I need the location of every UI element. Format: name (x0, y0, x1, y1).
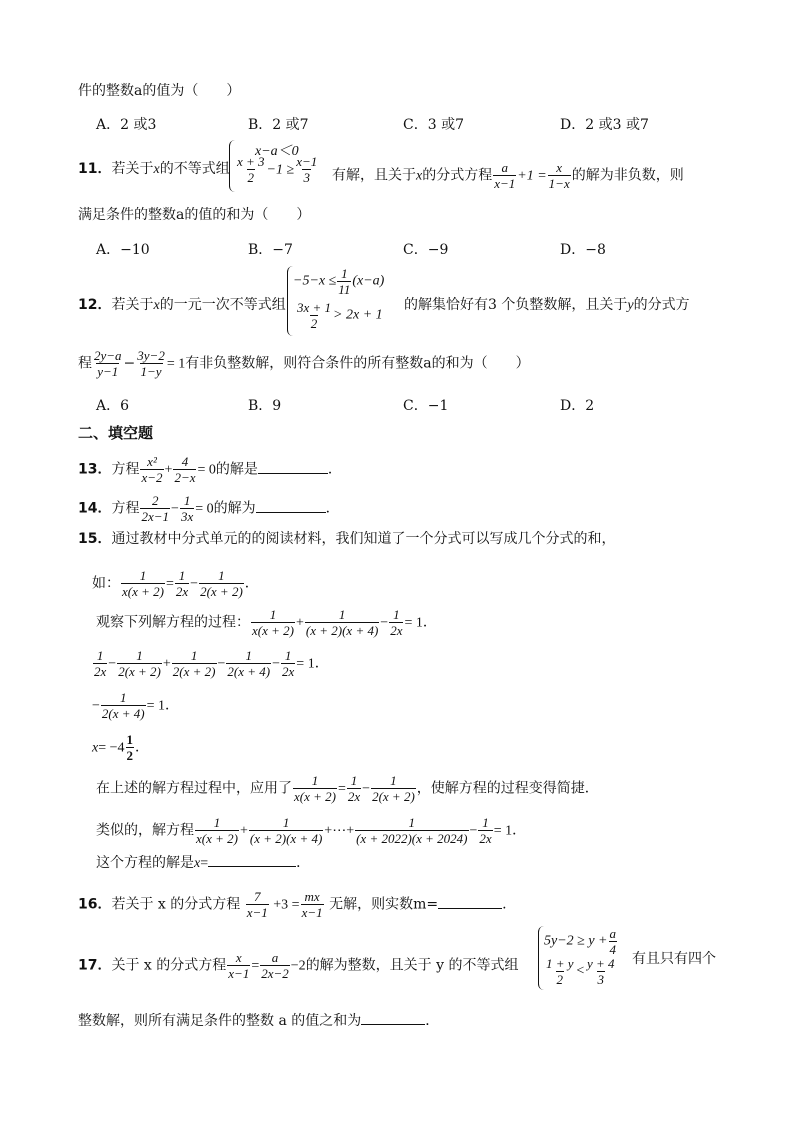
q15-sol-eq: = −4 (98, 740, 125, 756)
q15-ob-eq1: = 1 (404, 615, 423, 631)
q11-eq-mid: +1 = (517, 168, 547, 184)
q12-text1: 的一元一次不等式组 (159, 297, 286, 313)
q15-answer (96, 852, 310, 873)
q13-eq: = 0 (197, 462, 216, 478)
q11-text3: 的分式方程 (422, 167, 493, 184)
q15-ans-lead: 这个方程的解是 (96, 855, 194, 871)
q15-observe-lead: 观察下列解方程的过程： (96, 614, 250, 631)
q12-line2-lead: 程 (78, 355, 92, 372)
q15-si-frac-2: $\frac{1}{(x + 2)(x + 4)}$ (249, 815, 323, 846)
q11-option-c[interactable]: C．−9 (403, 242, 449, 258)
q17-answer-blank[interactable] (361, 1010, 425, 1025)
q14-tail: 的解为 (213, 500, 256, 517)
q10-option-a[interactable]: A．2 或3 (96, 117, 157, 133)
q12-option-b[interactable]: B．9 (248, 398, 282, 414)
q15-ap-eq: = (337, 781, 346, 797)
q12-r2b: > 2x + 1 (333, 307, 383, 323)
q15-ex-eq: = (165, 576, 174, 592)
q15-si-dots: +⋯+ (324, 823, 355, 839)
q14-line (78, 493, 340, 524)
q15-similar-lead: 类似的，解方程 (96, 822, 194, 839)
q12-eq1: = 1 (166, 356, 186, 372)
q13-frac-1: $\frac{\text{x²}}{x-2}$ (141, 454, 163, 485)
q15-example-lead: 如： (92, 575, 120, 592)
q17-r2-frac-c: $\frac{y + 4}{3}$ (587, 956, 615, 987)
q15-st-frac-4: $\frac{1}{2(x + 4)}$ (227, 648, 271, 679)
q15-ex-frac-1: $\frac{1}{x(x + 2)}$ (122, 568, 164, 599)
q15-text: 通过教材中分式单元的的阅读材料，我们知道了一个分式可以写成几个分式的和， (111, 531, 616, 547)
q12-lead: 若关于 (111, 297, 154, 313)
q15-sol-x: x (92, 740, 99, 756)
q12-inequality-system (287, 266, 405, 336)
q12-line1 (78, 296, 286, 315)
q12-ineq-2 (295, 300, 383, 331)
q15-step-expand (92, 648, 329, 679)
q15-ob-frac-2: $\frac{1}{(x + 2)(x + 4)}$ (305, 607, 379, 638)
q15-st-frac-3: $\frac{1}{2(x + 2)}$ (172, 648, 216, 679)
q17-lead: 关于 x 的分式方程 (111, 957, 227, 974)
q17-r2b: < (575, 963, 585, 979)
q15-ex-minus: − (190, 576, 199, 592)
q15-ob-frac-3: $\frac{1}{2x}$ (390, 607, 403, 638)
q15-ob-plus: + (295, 615, 304, 631)
q16-lead: 若关于 x 的分式方程 (111, 896, 245, 913)
q15-ap-frac-1: $\frac{1}{x(x + 2)}$ (294, 773, 336, 804)
q13-frac-2: $\frac{4}{2-x}$ (174, 454, 196, 485)
q10-option-c[interactable]: C．3 或7 (403, 117, 464, 133)
q11-option-b[interactable]: B．−7 (248, 242, 293, 258)
q16-frac-1: $\frac{7}{x-1}$ (246, 889, 268, 920)
q14-number: 14． (78, 500, 112, 517)
q10-tail: 件的整数a的值为（ ） (78, 83, 241, 99)
q13-line (78, 454, 342, 485)
q12-frac-1: $\frac{2y-a}{y-1}$ (94, 348, 122, 379)
q12-option-a[interactable]: A．6 (96, 398, 130, 414)
q12-ineq-1 (293, 266, 384, 297)
q10-option-b[interactable]: B．2 或7 (248, 117, 309, 133)
q15-st-eq1: = 1 (296, 656, 315, 672)
q15-ob-frac-1: $\frac{1}{x(x + 2)}$ (252, 607, 294, 638)
q11-eq-frac-b: $\frac{x}{1-x}$ (548, 160, 570, 191)
q11-text2: 有解，且关于 (332, 167, 416, 184)
q16-line (78, 889, 507, 920)
q15-apply (96, 773, 599, 804)
q11-inequality-system (229, 140, 339, 192)
q15-ob-dot: ． (422, 614, 437, 631)
q13-answer-blank[interactable] (258, 459, 328, 474)
q13-tail: 的解是 (215, 461, 258, 478)
q17-line2-text: 整数解，则所有满足条件的整数 a 的值之和为 (78, 1013, 362, 1029)
q12-r2-frac: $\frac{3x + 1}{2}$ (297, 300, 332, 331)
q13-number: 13． (78, 461, 112, 478)
q11-option-a[interactable]: A．−10 (96, 242, 150, 258)
q12-frac-2: $\frac{3y-2}{1-y}$ (137, 348, 165, 379)
q15-intro (78, 530, 615, 548)
q15-step-solution (92, 732, 149, 763)
q13-plus: + (164, 462, 173, 478)
q11-ineq-2 (235, 154, 319, 185)
q16-mid: +3 = (269, 897, 300, 913)
q12-r1c: (x−a) (352, 273, 385, 289)
q15-si-plus: + (239, 823, 248, 839)
q15-ans-eq: = (200, 856, 209, 871)
q14-end: ． (325, 500, 340, 517)
q15-st-frac-1: $\frac{1}{2x}$ (94, 648, 107, 679)
q15-ap-frac-2: $\frac{1}{2x}$ (347, 773, 361, 804)
q14-minus: − (171, 501, 179, 517)
q11-eq-frac-a: $\frac{a}{x-1}$ (494, 160, 516, 191)
q12-r1a: −5−x ≤ (293, 273, 337, 289)
q15-ob-minus: − (380, 615, 389, 631)
q12-var-x: x (153, 298, 160, 313)
q17-frac-1: $\frac{x}{x-1}$ (228, 950, 250, 981)
q15-st-minus-2: − (217, 656, 226, 672)
q15-st-minus-3: − (272, 656, 281, 672)
q17-line1 (78, 950, 519, 981)
q15-st-dot: ． (314, 655, 329, 672)
q16-frac-2: $\frac{mx}{x-1}$ (301, 889, 323, 920)
q16-tail: 无解，则实数m= (324, 896, 439, 913)
q15-si-frac-1: $\frac{1}{x(x + 2)}$ (196, 815, 238, 846)
q15-step-simplify (92, 690, 179, 721)
q15-sim-frac: $\frac{1}{2(x + 4)}$ (101, 690, 145, 721)
q15-si-frac-3: $\frac{1}{(x + 2022)(x + 2024)}$ (356, 815, 468, 846)
q11-line1-cont (332, 160, 684, 191)
q11-lead: 若关于 (111, 161, 154, 177)
q17-frac-2: $\frac{a}{2x-2}$ (261, 950, 289, 981)
q15-apply-tail: ，使解方程的过程变得简捷． (416, 780, 599, 797)
q15-number: 15． (78, 531, 112, 547)
q15-ex-frac-3: $\frac{1}{2(x + 2)}$ (200, 568, 243, 599)
q16-end: . (502, 896, 507, 913)
q15-st-frac-2: $\frac{1}{2(x + 2)}$ (118, 648, 161, 679)
q12-line2 (78, 348, 530, 379)
q15-st-frac-5: $\frac{1}{2x}$ (282, 648, 295, 679)
q12-option-c[interactable]: C．−1 (403, 398, 449, 414)
q17-line2 (78, 1010, 439, 1030)
q11-option-d[interactable]: D．−8 (560, 242, 606, 258)
q15-ap-frac-3: $\frac{1}{2(x + 2)}$ (372, 773, 415, 804)
q15-sol-half: $\frac{1}{2}$ (126, 732, 134, 763)
q11-number: 11． (78, 161, 112, 177)
q15-st-plus: + (162, 656, 171, 672)
q11-text1: 的不等式组 (159, 161, 230, 177)
q14-answer-blank[interactable] (256, 498, 326, 513)
q17-frac2-tail: −2 (290, 958, 306, 974)
q11-line1 (78, 160, 230, 179)
q15-ex-frac-2: $\frac{1}{2x}$ (175, 568, 189, 599)
q12-minus: − (123, 355, 136, 372)
q11-ineq2-frac-a: $\frac{x + 3}{2}$ (237, 154, 265, 185)
q17-r1a: 5y−2 ≥ y + (544, 933, 608, 949)
q15-ans-x: x (194, 856, 201, 871)
q11-ineq2-frac-c: $\frac{x-1}{3}$ (296, 154, 318, 185)
q13-lead: 方程 (111, 461, 140, 478)
q10-option-d[interactable]: D．2 或3 或7 (560, 117, 649, 133)
q11-ineq2-mid: −1 ≥ (266, 162, 295, 178)
q17-number: 17． (78, 957, 112, 974)
q11-var-x: x (153, 162, 160, 177)
q15-sim-dot: ． (165, 697, 180, 714)
q15-ex-dot: ． (244, 575, 259, 592)
section-title-fill-in: 二、填空题 (78, 424, 154, 442)
q13-end: ． (327, 461, 342, 478)
q15-sim-eq1: = 1 (146, 698, 166, 714)
q14-lead: 方程 (111, 500, 140, 517)
q15-apply-lead: 在上述的解方程过程中，应用了 (96, 780, 292, 797)
q11-line2: 满足条件的整数a的值的和为（ ） (78, 207, 311, 223)
q12-number: 12． (78, 297, 112, 313)
q12-text2: 的解集恰好有3 个负整数解，且关于 (404, 297, 628, 313)
q12-r1-frac: $\frac{1}{11}$ (338, 266, 351, 297)
q12-line2-text: 有非负整数解，则符合条件的所有整数a的和为（ ） (185, 355, 530, 372)
q17-ineq-1 (544, 926, 618, 957)
q16-answer-blank[interactable] (438, 894, 502, 909)
q15-st-minus-1: − (108, 656, 117, 672)
q15-si-minus: − (469, 823, 478, 839)
q11-ineq-1: x−a＜0 (255, 144, 299, 159)
q15-si-eq1: = 1 (493, 823, 513, 839)
q15-si-comma: ． (512, 822, 527, 839)
q17-inequality-system (538, 926, 638, 990)
q16-number: 16． (78, 896, 112, 913)
q17-r1-frac: $\frac{a}{4}$ (609, 926, 617, 957)
q17-eq: = (251, 958, 260, 974)
q15-answer-blank[interactable] (208, 852, 296, 867)
q11-text4: 的解为非负数，则 (571, 167, 684, 184)
q15-ap-minus: − (362, 781, 371, 797)
q17-r2-frac-a: $\frac{1 + y}{2}$ (546, 956, 574, 987)
q17-ineq-2 (544, 956, 617, 987)
q12-line1-cont (404, 296, 690, 315)
q15-ans-end: ． (296, 855, 311, 871)
q15-example (92, 568, 259, 599)
q11-var-x2: x (416, 168, 423, 184)
q14-frac-1: $\frac{2}{2x-1}$ (141, 493, 170, 524)
q14-frac-2: $\frac{1}{3x}$ (180, 493, 194, 524)
q17-end: ． (425, 1013, 440, 1029)
q12-text3: 的分式方 (633, 297, 690, 313)
q15-sol-dot: ． (135, 739, 150, 756)
q14-eq: = 0 (195, 501, 214, 517)
q15-observe (96, 607, 437, 638)
q15-sim-minus: − (92, 698, 100, 714)
q17-line1-cont: 有且只有四个 (632, 951, 716, 967)
q15-si-frac-4: $\frac{1}{2x}$ (479, 815, 492, 846)
q12-var-y: y (627, 298, 634, 313)
q15-similar (96, 815, 526, 846)
q17-text2: 的解为整数，且关于 y 的不等式组 (305, 957, 519, 974)
q12-option-d[interactable]: D．2 (560, 398, 595, 414)
